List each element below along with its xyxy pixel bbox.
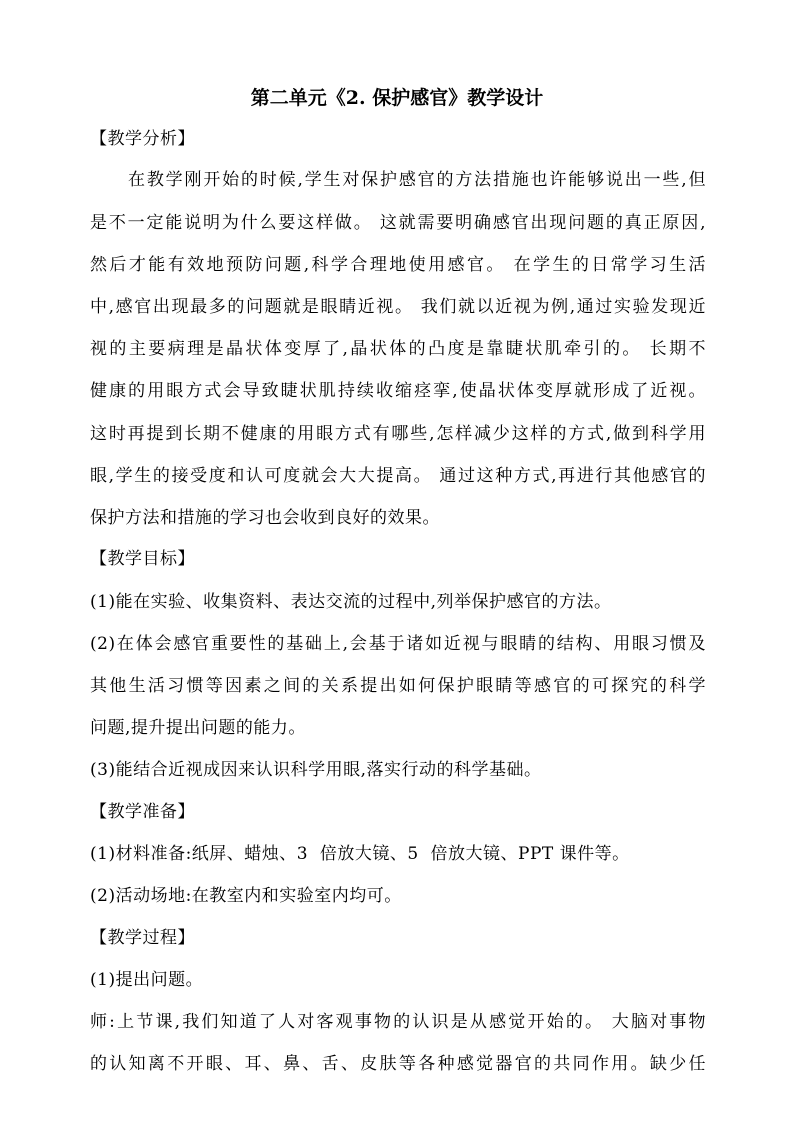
- paragraph-line: 中,感官出现最多的问题就是眼睛近视。 我们就以近视为例,通过实验发现近: [90, 297, 706, 317]
- paragraph-line: 保护方法和措施的学习也会收到良好的效果。: [90, 508, 440, 528]
- objective-line: 问题,提升提出问题的能力。: [90, 718, 306, 738]
- objective-line: (3)能结合近视成因来认识科学用眼,落实行动的科学基础。: [90, 760, 542, 780]
- objective-line: (1)能在实验、收集资料、表达交流的过程中,列举保护感官的方法。: [90, 592, 612, 612]
- section-heading-preparation: 【教学准备】: [90, 802, 195, 822]
- process-line: 师:上节课,我们知道了人对客观事物的认识是从感觉开始的。 大脑对事物: [90, 1012, 706, 1032]
- document-title: 第二单元《2. 保护感官》教学设计: [250, 87, 544, 109]
- section-heading-process: 【教学过程】: [90, 928, 195, 948]
- paragraph-line: 然后才能有效地预防问题,科学合理地使用感官。 在学生的日常学习生活: [90, 255, 706, 275]
- process-line: 的认知离不开眼、耳、鼻、舌、皮肤等各种感觉器官的共同作用。缺少任: [90, 1054, 706, 1074]
- objective-line: (2)在体会感官重要性的基础上,会基于诸如近视与眼睛的结构、用眼习惯及: [90, 634, 706, 654]
- preparation-line: (2)活动场地:在教室内和实验室内均可。: [90, 886, 402, 906]
- paragraph-line: 视的主要病理是晶状体变厚了,晶状体的凸度是靠睫状肌牵引的。 长期不: [90, 339, 706, 359]
- paragraph-line: 眼,学生的接受度和认可度就会大大提高。 通过这种方式,再进行其他感官的: [90, 466, 706, 486]
- paragraph-line: 在教学刚开始的时候,学生对保护感官的方法措施也许能够说出一些,但: [128, 170, 706, 190]
- preparation-line: (1)材料准备:纸屏、蜡烛、3 倍放大镜、5 倍放大镜、PPT 课件等。: [90, 844, 630, 864]
- objective-line: 其他生活习惯等因素之间的关系提出如何保护眼睛等感官的可探究的科学: [90, 676, 706, 696]
- section-heading-objectives: 【教学目标】: [90, 549, 195, 569]
- paragraph-line: 健康的用眼方式会导致睫状肌持续收缩痉挛,使晶状体变厚就形成了近视。: [90, 381, 706, 401]
- process-line: (1)提出问题。: [90, 970, 204, 990]
- section-heading-analysis: 【教学分析】: [90, 129, 195, 149]
- paragraph-line: 这时再提到长期不健康的用眼方式有哪些,怎样减少这样的方式,做到科学用: [90, 424, 706, 444]
- paragraph-line: 是不一定能说明为什么要这样做。 这就需要明确感官出现问题的真正原因,: [90, 213, 706, 233]
